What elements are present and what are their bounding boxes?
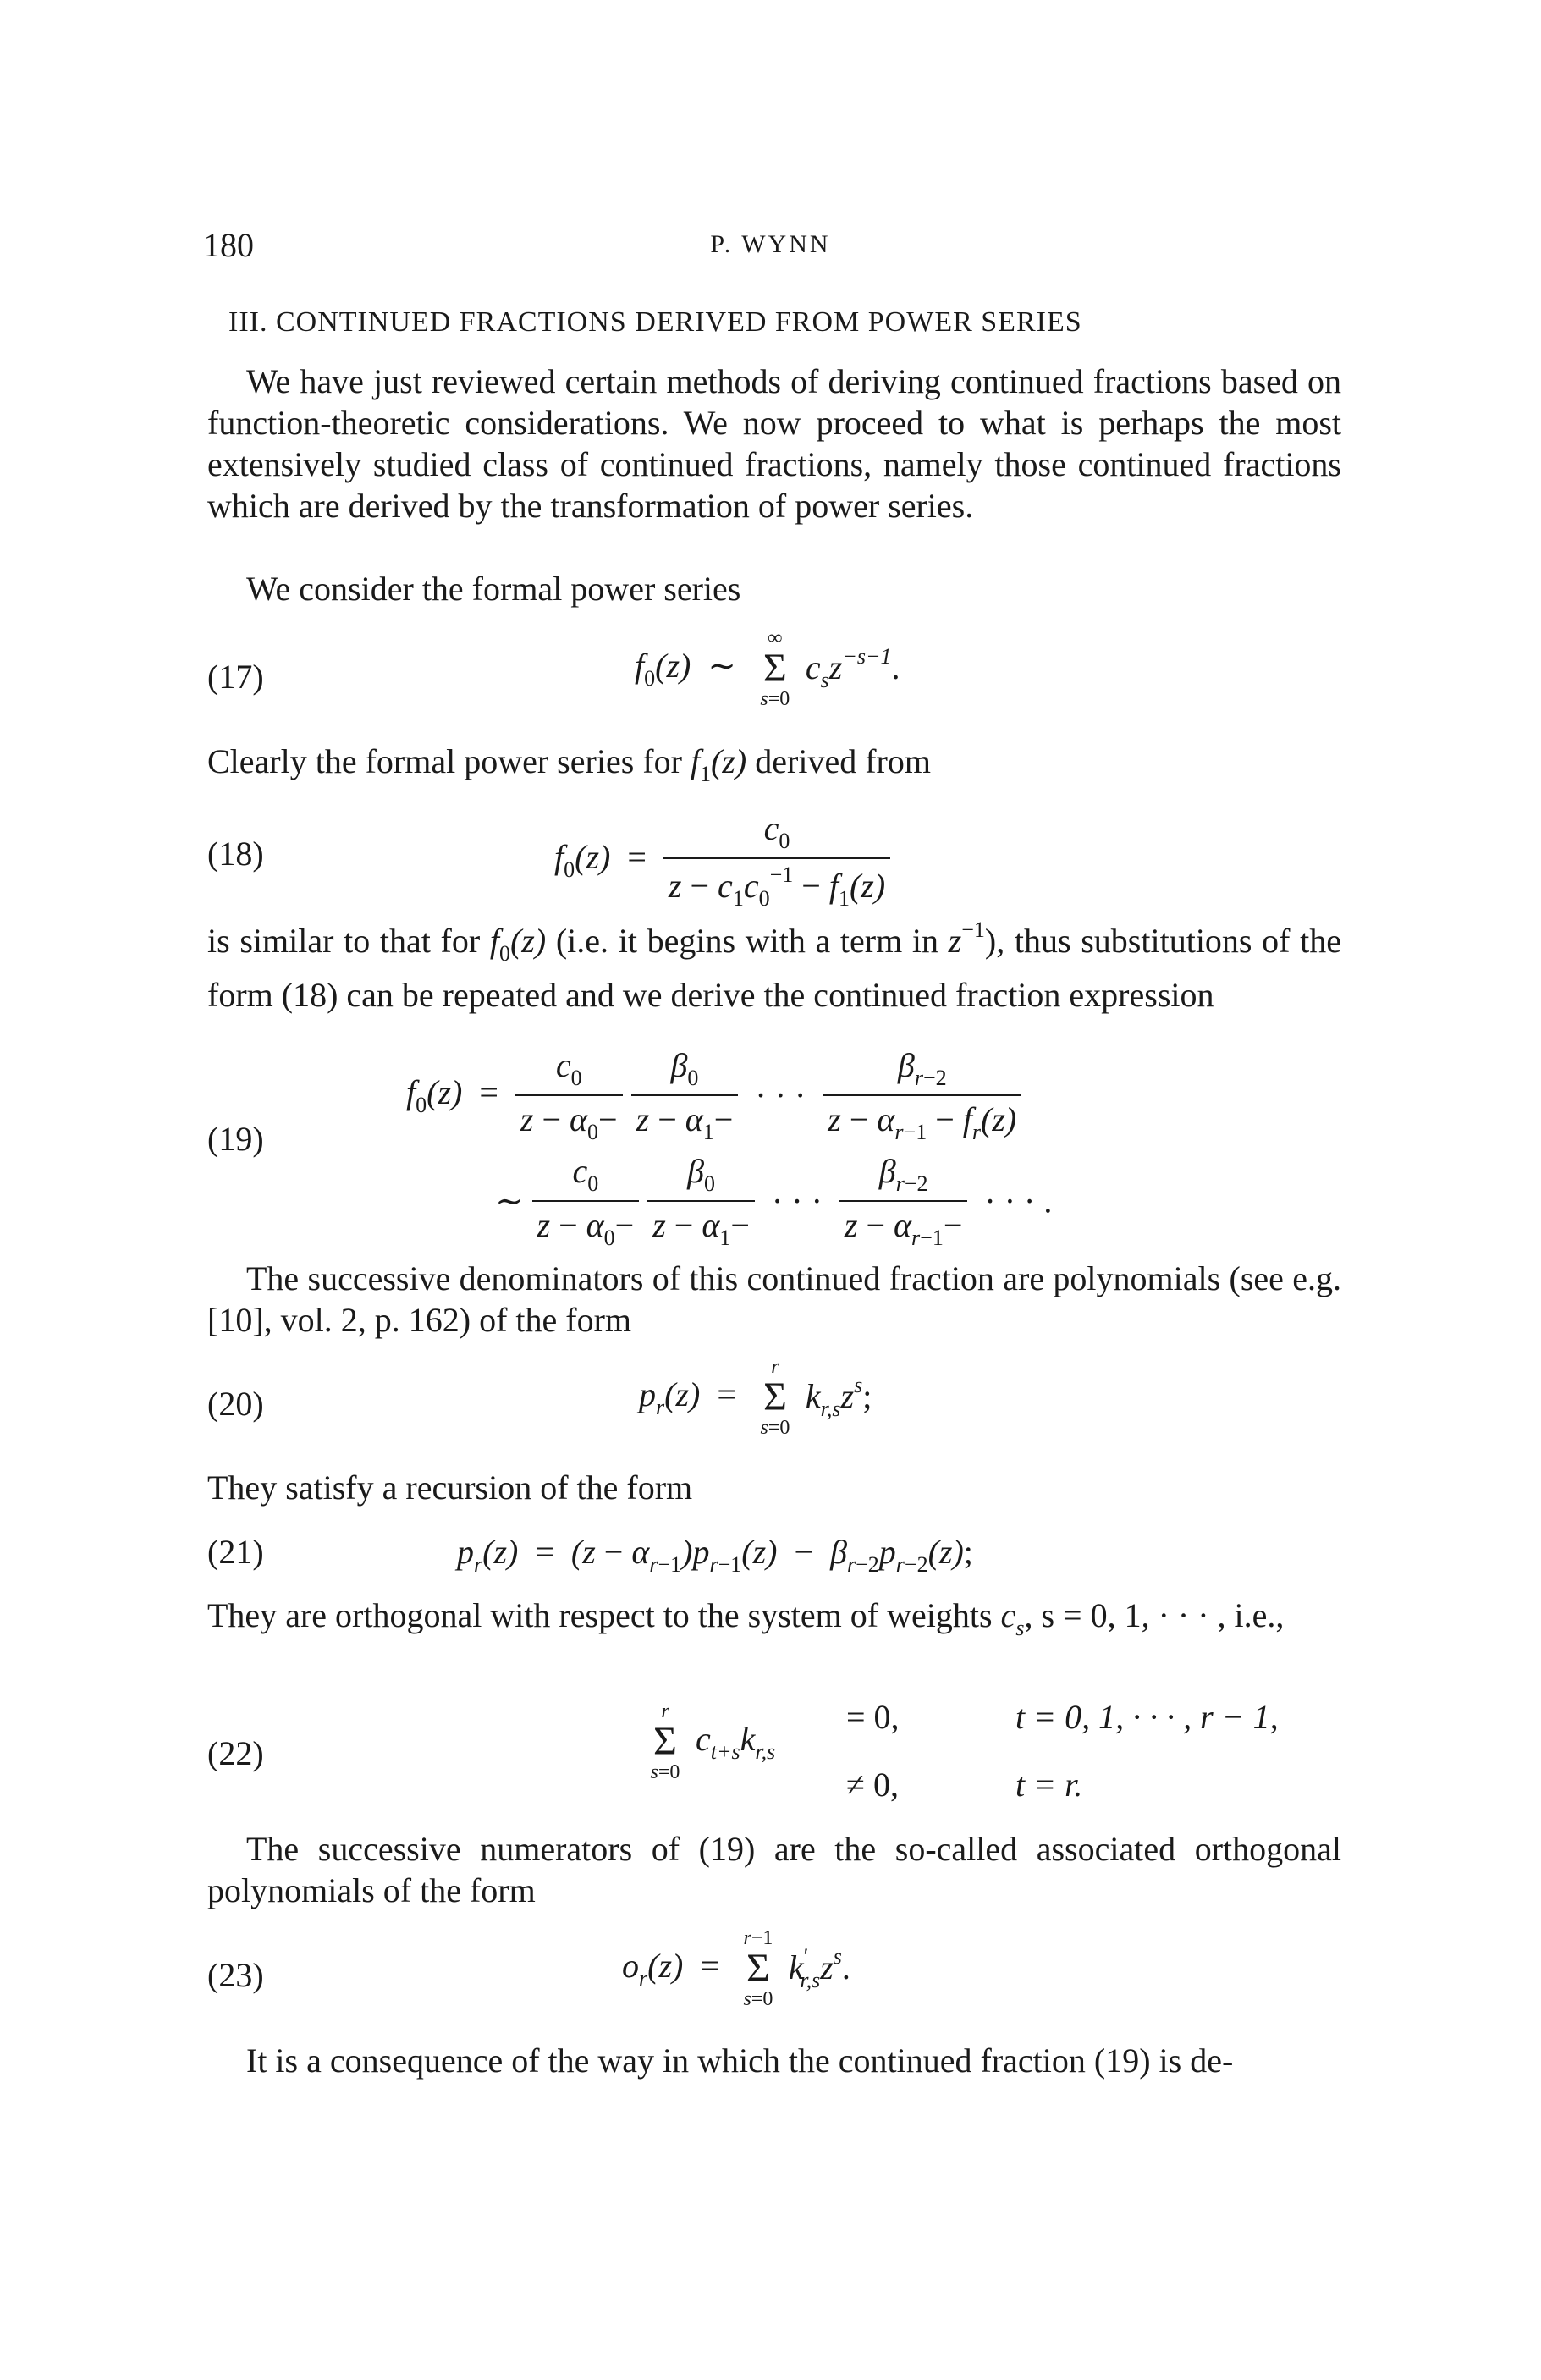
- paragraph-numerators-text: The successive numerators of (19) are the so-called associated orthogonal polynomials of the form: [207, 1830, 1341, 1909]
- paragraph-consequence-text: It is a consequence of the way in which the continued fraction (19) is de-: [246, 2041, 1234, 2080]
- equation-20: $p_r(z)$ = r Σ s=0 $k_{r,s}z^s$;: [639, 1356, 872, 1439]
- equation-22-cond1: t = 0, 1, · · · , r − 1,: [1015, 1698, 1279, 1736]
- equation-21: $p_r(z) = (z - \alpha_{r-1})p_{r-1}(z) - \beta_{r-2}p_{r-2}(z)$;: [457, 1533, 973, 1577]
- equation-22-rel2: ≠ 0,: [846, 1766, 899, 1804]
- paragraph-formal-series-text: We consider the formal power series: [246, 570, 741, 608]
- equation-22-label: (22): [207, 1734, 264, 1772]
- paragraph-denominators: [207, 1258, 1341, 1341]
- paragraph-similar-text-c: ), thus substitutions of the form (18) can be repeated and we derive the continued fraction expression: [207, 922, 1342, 1014]
- paragraph-orthogonal-text-a: They are orthogonal with respect to the system of weights: [207, 1596, 993, 1634]
- equation-21-label: (21): [207, 1533, 264, 1571]
- inline-f0z: $f_0(z)$: [489, 922, 547, 966]
- paragraph-similar-text-a: is similar to that for: [207, 922, 481, 960]
- paragraph-recursion: [207, 1467, 1341, 1508]
- section-heading: III. CONTINUED FRACTIONS DERIVED FROM POWER SERIES: [228, 306, 1082, 338]
- paragraph-intro-text: We have just reviewed certain methods of deriving continued fractions based on function-theoretic considerations. We now proceed to what is perhaps the most extensively studied class of continued fractions, namely those continued fractions which are derived by the transformation of power series.: [207, 362, 1341, 525]
- equation-23-label: (23): [207, 1956, 264, 1994]
- equation-19-label: (19): [207, 1120, 264, 1158]
- equation-18: $f_0(z)$ = $\frac{c_0}{z - c_1c_0^{-1} - f_1(z)}$: [554, 808, 890, 912]
- paragraph-formal-series: [207, 568, 1341, 609]
- paragraph-similar-text-b: (i.e. it begins with a term in: [555, 922, 938, 960]
- paragraph-clearly: [207, 741, 1341, 795]
- page-number: 180: [203, 226, 254, 264]
- equation-19-line2: ∼ $\frac{c_0}{z - \alpha_0-}$ $\frac{\beta_0}{z - \alpha_1-}$ · · · $\frac{\beta_{r-2}}{z - \alpha_{r-1}-}$ · · · .: [495, 1152, 1053, 1250]
- paragraph-numerators: [207, 1828, 1341, 1911]
- equation-23: $o_r(z)$ = r−1 Σ s=0 $k'_{r,s}z^s$.: [622, 1927, 850, 2010]
- paragraph-orthogonal: [207, 1595, 1341, 1649]
- equation-22-sum: r Σ s=0 $c_{t+s}k_{r,s}$: [650, 1700, 776, 1783]
- running-head: P. WYNN: [710, 230, 831, 258]
- paragraph-orthogonal-text-b: , s = 0, 1, · · · , i.e.,: [1024, 1596, 1285, 1634]
- equation-22-cond2: t = r.: [1015, 1766, 1083, 1804]
- equation-18-label: (18): [207, 835, 264, 873]
- inline-z-inverse: $z^{-1}$: [948, 917, 985, 960]
- equation-20-label: (20): [207, 1385, 264, 1423]
- equation-17-label: (17): [207, 658, 264, 696]
- paragraph-clearly-text-a: Clearly the formal power series for: [207, 742, 682, 780]
- equation-19-line1: $f_0(z)$ = $\frac{c_0}{z - \alpha_0-}$ $\frac{\beta_0}{z - \alpha_1-}$ · · · $\frac{\beta_{r-2}}{z - \alpha_{r-1} - f_r(z)}$: [406, 1045, 1021, 1145]
- paragraph-clearly-text-b: derived from: [755, 742, 931, 780]
- equation-17: $f_0(z)$ ∼ ∞ Σ s=0 $c_sz^{-s-1}$.: [635, 627, 900, 710]
- inline-f1z: $f_1(z)$: [690, 742, 747, 786]
- paragraph-consequence: [207, 2040, 1341, 2081]
- paragraph-recursion-text: They satisfy a recursion of the form: [207, 1468, 693, 1507]
- paragraph-denominators-text: The successive denominators of this continued fraction are polynomials (see e.g. [10], vol. 2, p. 162) of the form: [207, 1259, 1341, 1339]
- paragraph-intro: [207, 361, 1341, 526]
- paragraph-similar: [207, 909, 1341, 1016]
- inline-cs: $c_s$: [1000, 1596, 1025, 1640]
- equation-22-rel1: = 0,: [846, 1698, 900, 1736]
